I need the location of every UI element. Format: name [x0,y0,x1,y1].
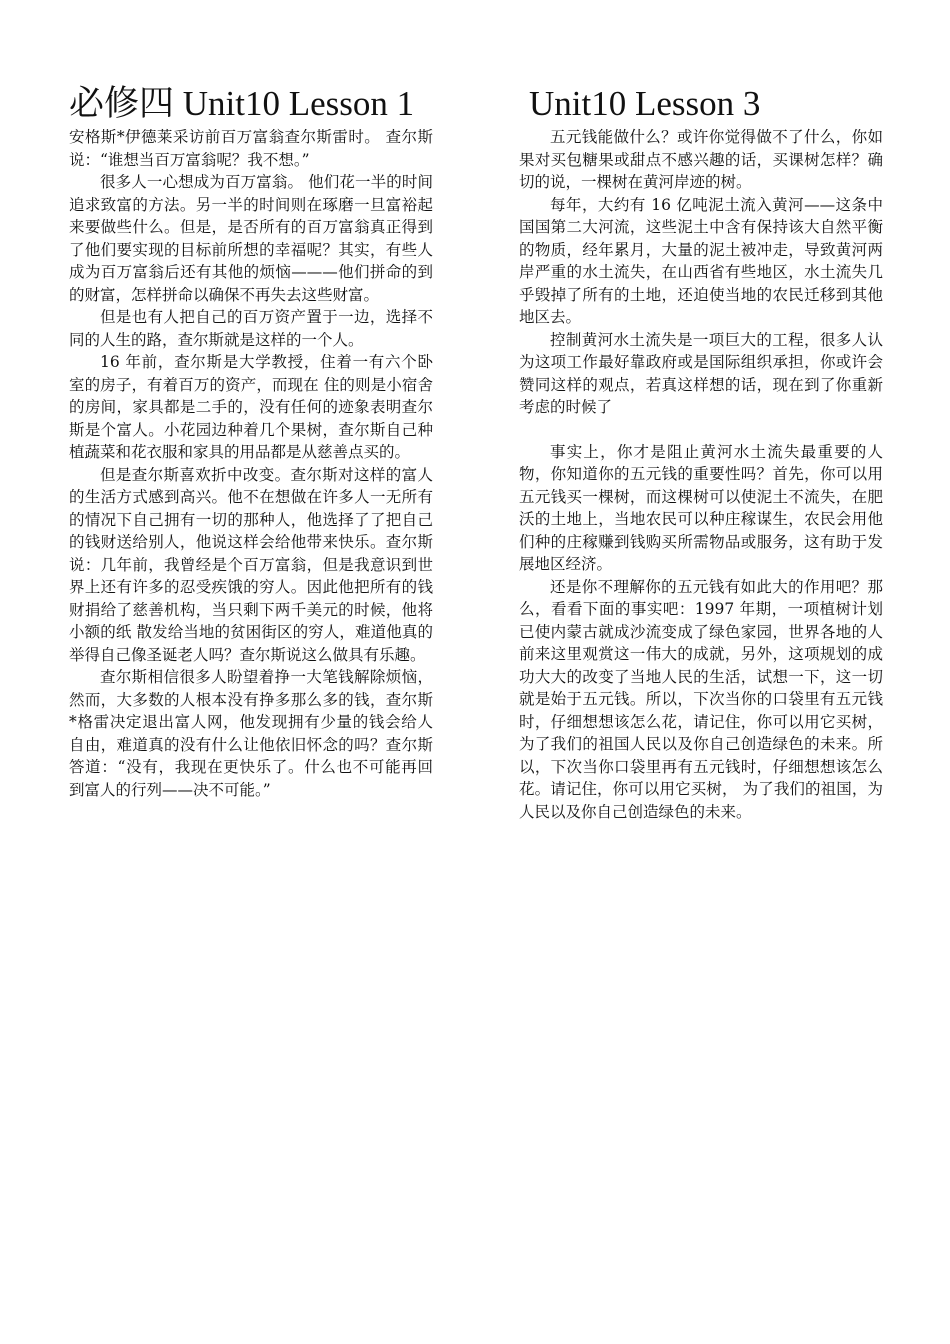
paragraph-spacer [519,419,883,441]
left-paragraph-2: 很多人一心想成为百万富翁。 他们花一半的时间追求致富的方法。另一半的时间则在琢磨一旦富裕起来要做些什么。但是，是否所有的百万富翁真正得到了他们要实现的目标前所想的幸福呢？其实，有些人成为百万富翁后还有其他的烦恼———他们拼命的到的财富，怎样拼命以确保不再失去这些财富。 [69,173,433,304]
right-paragraph-3: 控制黄河水土流失是一项巨大的工程，很多人认为这项工作最好靠政府或是国际组织承担，你或许会赞同这样的观点，若真这样想的话，现在到了你重新考虑的时候了 [519,330,883,416]
right-paragraph-1: 五元钱能做什么？或许你觉得做不了什么，你如果对买包糖果或甜点不感兴趣的话，买课树怎样？确切的说，一棵树在黄河岸迹的树。 [519,128,883,191]
left-column [69,84,433,801]
right-paragraph-4: 事实上，你才是阻止黄河水土流失最重要的人物，你知道你的五元钱的重要性吗？首先，你可以用五元钱买一棵树，而这棵树可以使泥土不流失，在肥沃的土地上，当地农民可以种庄稼谋生，农民会用他们种的庄稼赚到钱购买所需物品或服务，这有助于发展地区经济。 [519,442,883,573]
left-paragraph-3: 但是也有人把自己的百万资产置于一边，选择不同的人生的路，查尔斯就是这样的一个人。 [69,308,433,349]
right-column [519,84,883,823]
right-title: Unit10 Lesson 3 [529,84,761,123]
right-paragraph-2: 每年，大约有 16 亿吨泥土流入黄河——这条中国国第二大河流，这些泥土中含有保持该大自然平衡的物质，经年累月，大量的泥土被冲走，导致黄河两岸严重的水土流失，在山西省有些地区，水土流失几乎毁掉了所有的土地，还迫使当地的农民迁移到其他地区去。 [519,195,883,326]
left-paragraph-4: 16 年前，查尔斯是大学教授，住着一有六个卧室的房子，有着百万的资产，而现在 住的则是小宿舍的房间，家具都是二手的，没有任何的迹象表明查尔斯是个富人。小花园边种着几个果树，查尔斯自己种植蔬菜和花衣服和家具的用品都是从慈善点买的。 [69,353,433,461]
left-paragraph-1: 安格斯*伊德莱采访前百万富翁查尔斯雷时。 查尔斯说：“谁想当百万富翁呢？我不想。” [69,128,433,169]
left-title: 必修四 Unit10 Lesson 1 [69,84,415,123]
left-paragraph-5: 但是查尔斯喜欢折中改变。查尔斯对这样的富人的生活方式感到高兴。他不在想做在许多人一无所有的情况下自己拥有一切的那种人，他选择了了把自己的钱财送给别人，他说这样会给他带来快乐。查尔斯说：几年前，我曾经是个百万富翁，但是我意识到世界上还有许多的忍受疾饿的穷人。因此他把所有的钱财捐给了慈善机构，当只剩下两千美元的时候，他将小额的纸 散发给当地的贫困街区的穷人，难道他真的举得自己像圣诞老人吗？查尔斯说这么做具有乐趣。 [69,465,433,664]
left-paragraph-6: 查尔斯相信很多人盼望着挣一大笔钱解除烦恼，然而，大多数的人根本没有挣多那么多的钱，查尔斯*格雷决定退出富人网，他发现拥有少量的钱会给人自由，难道真的没有什么让他依旧怀念的吗？查尔斯答道：“没有，我现在更快乐了。什么也不可能再回到富人的行列——决不可能。” [69,668,433,799]
right-paragraph-5: 还是你不理解你的五元钱有如此大的作用吧？那么，看看下面的事实吧：1997 年期，一项植树计划已使内蒙古就成沙流变成了绿色家园，世界各地的人前来这里观赏这一伟大的成就，另外，这项规划的成功大大的改变了当地人民的生活，试想一下，这一切就是始于五元钱。所以，下次当你的口袋里有五元钱时，仔细想想该怎么花，请记住，你可以用它买树，为了我们的祖国人民以及你自己创造绿色的未来。所以，下次当你口袋里再有五元钱时，仔细想想该怎么花。请记住，你可以用它买树， 为了我们的祖国，为人民以及你自己创造绿色的未来。 [519,577,883,821]
